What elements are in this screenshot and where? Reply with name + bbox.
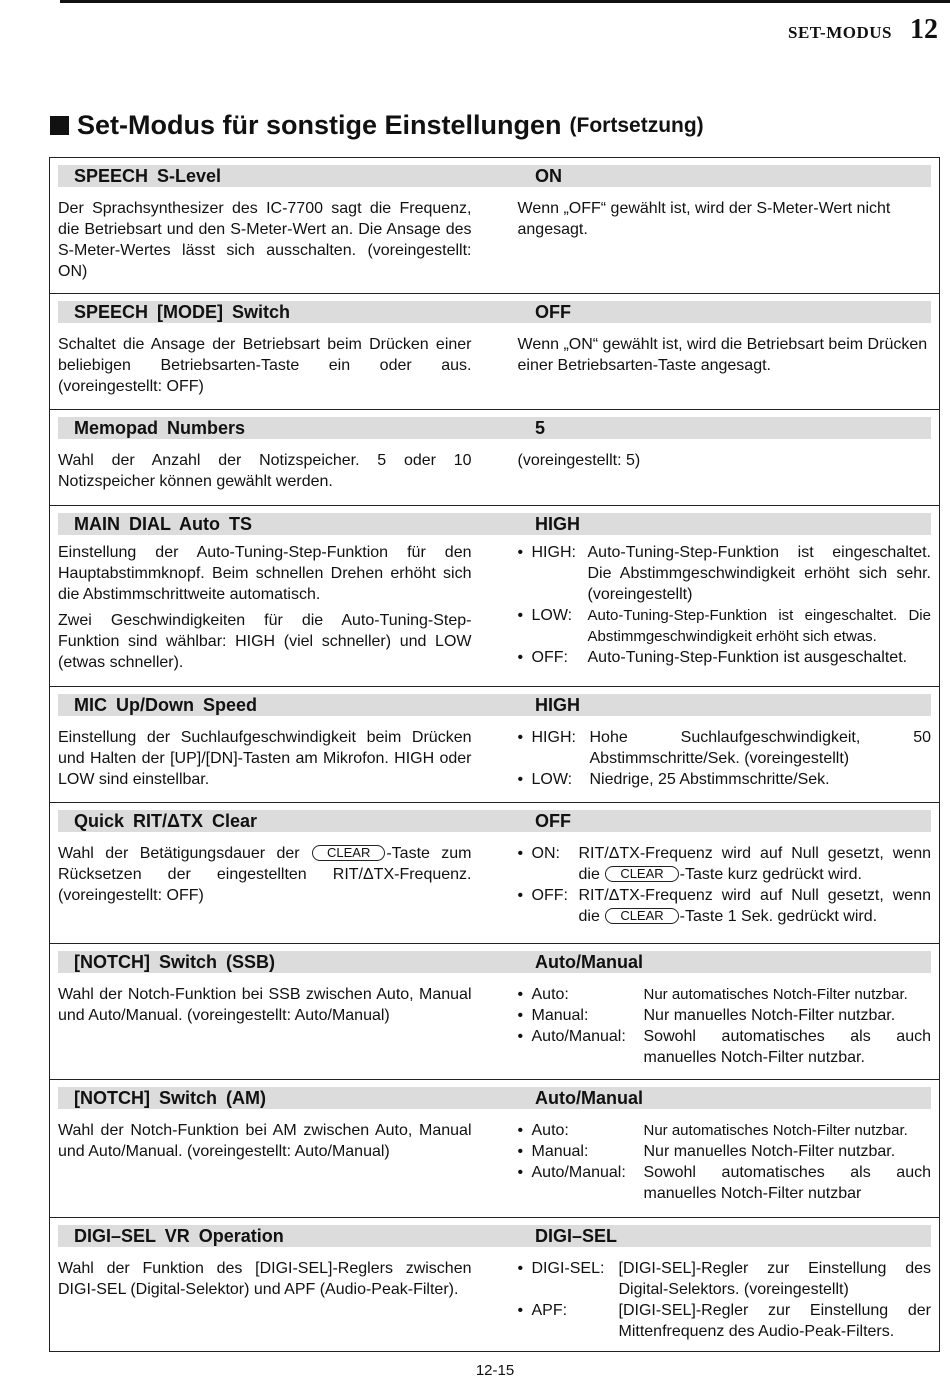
top-rule — [60, 0, 950, 3]
bullet-icon: • — [517, 1007, 524, 1024]
option-item — [518, 984, 932, 1005]
entry-mic-up-down-speed — [50, 687, 939, 803]
option-label: Manual: — [531, 1007, 589, 1024]
bullet-icon: • — [517, 1302, 524, 1319]
entry-notch-am — [50, 1080, 939, 1218]
bullet-icon: • — [517, 1164, 524, 1181]
option-text: RIT/ΔTX-Frequenz wird auf Null gesetzt, wenn die — [578, 845, 931, 883]
section-label: SET-MODUS — [787, 23, 892, 42]
option-item — [518, 885, 932, 927]
description-text: Zwei Geschwindigkeiten für die Auto-Tuning-Step-Funktion sind wählbar: HIGH (viel schneller) und LOW (etwas schneller). — [58, 612, 472, 671]
option-text: Auto-Tuning-Step-Funktion ist eingeschaltet. Die Abstimmgeschwindigkeit erhöht sich sehr. (voreingestellt) — [587, 544, 931, 603]
bullet-icon: • — [517, 1260, 524, 1277]
entry-header — [58, 417, 931, 439]
entry-header — [58, 694, 931, 716]
entry-value: Auto/Manual — [535, 1087, 643, 1108]
option-item — [518, 1005, 932, 1026]
bullet-icon: • — [517, 771, 524, 788]
option-label: Auto/Manual: — [531, 1164, 626, 1181]
option-label: HIGH: — [531, 729, 576, 746]
entry-memopad-numbers — [50, 410, 939, 506]
option-item — [518, 727, 932, 769]
entry-header — [58, 165, 931, 187]
bullet-icon: • — [517, 1143, 524, 1160]
description-text: Einstellung der Auto-Tuning-Step-Funktion für den Hauptabstimmknopf. Beim schnellen Drehen erhöht sich die Abstimmschrittweite automatisch. — [58, 544, 472, 603]
entry-description — [58, 450, 472, 492]
settings-table — [49, 157, 940, 1352]
entry-description — [58, 334, 472, 397]
option-label: LOW: — [531, 771, 573, 788]
entry-value: OFF — [535, 301, 571, 322]
entry-header — [58, 1087, 931, 1109]
option-item — [518, 843, 932, 885]
entry-options — [518, 450, 932, 492]
entry-description — [58, 727, 472, 790]
entry-value: 5 — [535, 417, 546, 438]
option-text: Hohe Suchlaufgeschwindigkeit, 50 Abstimmschritte/Sek. (voreingestellt) — [589, 729, 931, 767]
bullet-icon: • — [517, 986, 524, 1003]
option-item — [518, 769, 932, 790]
option-label: HIGH: — [531, 544, 576, 561]
option-text: Nur automatisches Notch-Filter nutzbar. — [643, 986, 908, 1003]
option-text: [DIGI-SEL]-Regler zur Einstellung des Digital-Selektors. (voreingestellt) — [618, 1260, 931, 1298]
entry-options — [518, 1120, 932, 1204]
entry-name: Quick RIT/ΔTX Clear — [74, 810, 257, 831]
description-text: Schaltet die Ansage der Betriebsart beim Drücken einer beliebigen Betriebsarten-Taste ein oder aus. (voreingestellt: OFF) — [58, 336, 472, 395]
entry-name: SPEECH S-Level — [74, 165, 222, 186]
entry-name: SPEECH [MODE] Switch — [74, 301, 291, 322]
option-text: -Taste 1 Sek. gedrückt wird. — [679, 908, 878, 925]
bullet-icon: • — [517, 1122, 524, 1139]
entry-header — [58, 1225, 931, 1247]
entry-value: HIGH — [535, 513, 580, 534]
option-text: Nur automatisches Notch-Filter nutzbar. — [643, 1122, 908, 1139]
bullet-icon: • — [517, 845, 524, 862]
option-item — [518, 1300, 932, 1342]
entry-options — [518, 1258, 932, 1342]
entry-main-dial-auto-ts — [50, 506, 939, 687]
running-header — [788, 14, 938, 46]
entry-value: OFF — [535, 810, 571, 831]
option-text: Wenn „OFF“ gewählt ist, wird der S-Meter-Wert nicht angesagt. — [517, 200, 891, 238]
entry-options — [518, 843, 932, 927]
description-text: Wahl der Notch-Funktion bei AM zwischen Auto, Manual und Auto/Manual. (voreingestellt: Auto/Manual) — [58, 1122, 472, 1160]
entry-value: DIGI–SEL — [535, 1225, 618, 1246]
option-item — [518, 1141, 932, 1162]
option-text: Auto-Tuning-Step-Funktion ist ausgeschaltet. — [587, 649, 908, 666]
bullet-icon: • — [517, 1028, 524, 1045]
option-item — [518, 542, 932, 605]
entry-options — [518, 727, 932, 790]
description-text: Wahl der Notch-Funktion bei SSB zwischen Auto, Manual und Auto/Manual. (voreingestellt: Auto/Manual) — [58, 986, 472, 1024]
entry-header — [58, 810, 931, 832]
page-number: 12-15 — [475, 1362, 515, 1379]
entry-description — [58, 843, 472, 927]
entry-name: MIC Up/Down Speed — [74, 694, 257, 715]
entry-options — [518, 334, 932, 397]
entry-description — [58, 1120, 472, 1204]
description-text: Wahl der Funktion des [DIGI-SEL]-Reglers zwischen DIGI-SEL (Digital-Selektor) und APF (Audio-Peak-Filter). — [58, 1260, 472, 1298]
option-text: Wenn „ON“ gewählt ist, wird die Betriebsart beim Drücken einer Betriebsarten-Taste angesagt. — [517, 336, 928, 374]
entry-description — [58, 1258, 472, 1342]
option-label: OFF: — [531, 649, 568, 666]
square-bullet-icon — [50, 116, 69, 135]
entry-name: DIGI–SEL VR Operation — [74, 1225, 284, 1246]
entry-notch-ssb — [50, 944, 939, 1080]
clear-key-icon: CLEAR — [605, 908, 678, 924]
option-text: Sowohl automatisches als auch manuelles Notch-Filter nutzbar. — [643, 1028, 931, 1066]
entry-description — [58, 198, 472, 282]
bullet-icon: • — [517, 544, 524, 561]
entry-options — [518, 198, 932, 282]
entry-description — [58, 542, 472, 673]
bullet-icon: • — [517, 887, 524, 904]
option-label: Auto: — [531, 1122, 569, 1139]
option-text: Niedrige, 25 Abstimmschritte/Sek. — [589, 771, 830, 788]
option-text: Nur manuelles Notch-Filter nutzbar. — [643, 1143, 896, 1160]
option-text: Sowohl automatisches als auch manuelles Notch-Filter nutzbar — [643, 1164, 931, 1202]
description-text: Der Sprachsynthesizer des IC-7700 sagt die Frequenz, die Betriebsart und den S-Meter-Wert an. Die Ansage des S-Meter-Wertes lässt sich ausschalten. (voreingestellt: ON) — [58, 200, 472, 280]
option-label: ON: — [531, 845, 560, 862]
entry-name: [NOTCH] Switch (AM) — [74, 1087, 266, 1108]
description-text: Einstellung der Suchlaufgeschwindigkeit beim Drücken und Halten der [UP]/[DN]-Tasten am Mikrofon. HIGH oder LOW sind einstellbar. — [58, 729, 472, 788]
entry-header — [58, 951, 931, 973]
description-text: -Taste zum Rücksetzen der eingestellten RIT/ΔTX-Frequenz. (voreingestellt: OFF) — [58, 845, 472, 904]
chapter-number: 12 — [910, 14, 938, 45]
option-text: [DIGI-SEL]-Regler zur Einstellung der Mittenfrequenz des Audio-Peak-Filters. — [618, 1302, 931, 1340]
entry-options — [518, 984, 932, 1068]
option-item — [518, 1120, 932, 1141]
entry-name: Memopad Numbers — [74, 417, 246, 438]
entry-description — [58, 984, 472, 1068]
option-item — [518, 1162, 932, 1204]
option-item — [518, 647, 932, 668]
entry-quick-rit-clear — [50, 803, 939, 944]
entry-value: ON — [535, 165, 562, 186]
option-text: Auto-Tuning-Step-Funktion ist eingeschaltet. Die Abstimmgeschwindigkeit erhöht sich etwas. — [587, 607, 931, 645]
entry-header — [58, 513, 931, 535]
entry-name: [NOTCH] Switch (SSB) — [74, 951, 275, 972]
description-text: Wahl der Betätigungsdauer der — [58, 845, 300, 862]
option-label: Auto/Manual: — [531, 1028, 626, 1045]
section-title — [50, 110, 704, 141]
option-text: RIT/ΔTX-Frequenz wird auf Null gesetzt, wenn die — [578, 887, 931, 925]
entry-speech-mode — [50, 294, 939, 410]
option-text: Nur manuelles Notch-Filter nutzbar. — [643, 1007, 896, 1024]
option-label: DIGI-SEL: — [531, 1260, 605, 1277]
option-text: -Taste kurz gedrückt wird. — [679, 866, 862, 883]
option-label: Auto: — [531, 986, 569, 1003]
entry-value: HIGH — [535, 694, 580, 715]
option-label: Manual: — [531, 1143, 589, 1160]
entry-digi-sel-vr — [50, 1218, 939, 1352]
option-item — [518, 1026, 932, 1068]
option-item — [518, 1258, 932, 1300]
option-text: (voreingestellt: 5) — [517, 452, 641, 469]
entry-value: Auto/Manual — [535, 951, 643, 972]
title-sub: (Fortsetzung) — [569, 113, 704, 137]
description-text: Wahl der Anzahl der Notizspeicher. 5 oder 10 Notizspeicher können gewählt werden. — [58, 452, 472, 490]
bullet-icon: • — [517, 607, 524, 624]
option-label: OFF: — [531, 887, 568, 904]
bullet-icon: • — [517, 729, 524, 746]
option-item — [518, 605, 932, 647]
entry-speech-slevel — [50, 158, 939, 294]
title-main: Set-Modus für sonstige Einstellungen — [77, 110, 562, 140]
clear-key-icon: CLEAR — [605, 866, 678, 882]
bullet-icon: • — [517, 649, 524, 666]
entry-name: MAIN DIAL Auto TS — [74, 513, 252, 534]
entry-options — [518, 542, 932, 673]
entry-header — [58, 301, 931, 323]
clear-key-icon: CLEAR — [312, 845, 385, 861]
option-label: LOW: — [531, 607, 573, 624]
option-label: APF: — [531, 1302, 568, 1319]
